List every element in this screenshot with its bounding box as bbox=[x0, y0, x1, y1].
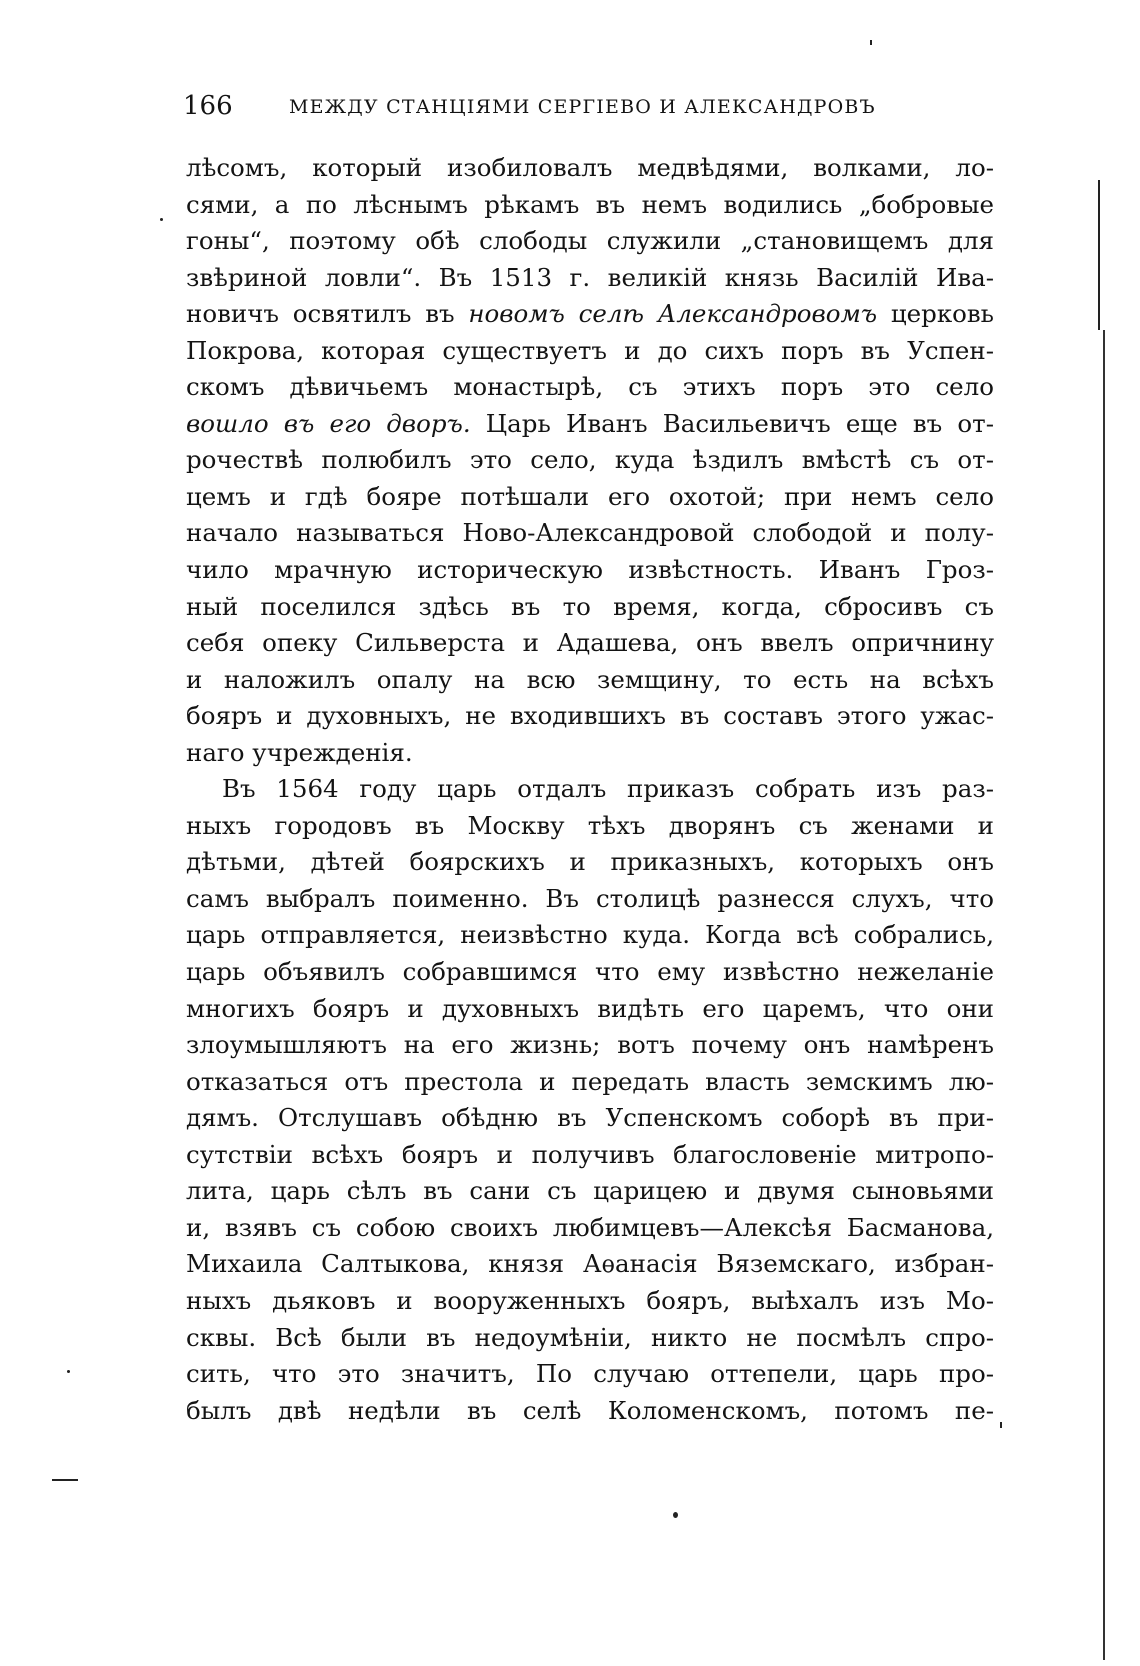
text-line: отказаться отъ престола и передать власть земскимъ лю- bbox=[186, 1066, 994, 1096]
italic-phrase: вошло въ его дворъ. bbox=[186, 408, 471, 438]
text-line: начало называться Ново-Александровой слободой и полу- bbox=[186, 518, 994, 548]
text-line bbox=[186, 296, 994, 333]
text-line: самъ выбралъ поименно. Въ столицѣ разнесся слухъ, что bbox=[186, 883, 994, 913]
text-line: ныхъ городовъ въ Москву тѣхъ дворянъ съ женами и bbox=[186, 810, 994, 840]
text-line: и наложилъ опалу на всю земщину, то есть на всѣхъ bbox=[186, 664, 994, 694]
text-line: злоумышляютъ на его жизнь; вотъ почему онъ намѣренъ bbox=[186, 1030, 994, 1060]
body-text bbox=[186, 150, 994, 1429]
text-line: себя опеку Сильверста и Адашева, онъ ввелъ опричнину bbox=[186, 628, 994, 658]
text-run: Царь Иванъ Васильевичъ еще въ от- bbox=[485, 408, 994, 438]
scan-mark-dash bbox=[52, 1479, 78, 1481]
scan-speck bbox=[67, 1370, 70, 1373]
text-line: царь объявилъ собравшимся что ему извѣстно нежеланіе bbox=[186, 957, 994, 987]
running-head: МЕЖДУ СТАНЦІЯМИ СЕРГІЕВО И АЛЕКСАНДРОВЪ bbox=[289, 96, 876, 118]
text-line: рочествѣ полюбилъ это село, куда ѣздилъ вмѣстѣ съ от- bbox=[186, 445, 994, 475]
text-line: цемъ и гдѣ бояре потѣшали его охотой; при немъ село bbox=[186, 481, 994, 511]
text-line: Михаила Салтыкова, князя Аѳанасія Вяземскаго, избран- bbox=[186, 1249, 994, 1279]
scan-edge-line bbox=[1098, 180, 1100, 330]
text-line: сями, а по лѣснымъ рѣкамъ въ немъ водились „бобровые bbox=[186, 189, 994, 219]
text-line: сить, что это значитъ, По случаю оттепели, царь про- bbox=[186, 1359, 994, 1389]
scan-speck bbox=[160, 218, 163, 221]
text-run: новичъ освятилъ въ bbox=[186, 299, 455, 329]
scan-speck bbox=[870, 40, 872, 45]
text-line: сутствіи всѣхъ бояръ и получивъ благословеніе митропо- bbox=[186, 1139, 994, 1169]
text-line: Въ 1564 году царь отдалъ приказъ собрать изъ раз- bbox=[222, 774, 994, 804]
text-line: сквы. Всѣ были въ недоумѣніи, никто не посмѣлъ спро- bbox=[186, 1322, 994, 1352]
text-run: церковь bbox=[890, 299, 995, 329]
text-line: многихъ бояръ и духовныхъ видѣть его царемъ, что они bbox=[186, 993, 994, 1023]
scan-speck bbox=[1000, 1422, 1002, 1428]
text-line: былъ двѣ недѣли въ селѣ Коломенскомъ, потомъ пе- bbox=[186, 1395, 994, 1425]
text-line bbox=[186, 406, 994, 443]
scan-speck bbox=[673, 1512, 678, 1518]
text-line: бояръ и духовныхъ, не входившихъ въ составъ этого ужас- bbox=[186, 701, 994, 731]
page-header bbox=[183, 89, 1005, 129]
page-number: 166 bbox=[183, 91, 233, 121]
text-line: дямъ. Отслушавъ обѣдню въ Успенскомъ соборѣ въ при- bbox=[186, 1103, 994, 1133]
text-line: Покрова, которая существуетъ и до сихъ поръ въ Успен- bbox=[186, 335, 994, 365]
text-line: чило мрачную историческую извѣстность. Иванъ Гроз- bbox=[186, 555, 994, 585]
text-line: царь отправляется, неизвѣстно куда. Когда всѣ собрались, bbox=[186, 920, 994, 950]
text-line: и, взявъ съ собою своихъ любимцевъ—Алексѣя Басманова, bbox=[186, 1212, 994, 1242]
text-line: лѣсомъ, который изобиловалъ медвѣдями, волками, ло- bbox=[186, 153, 994, 182]
text-line: гоны“, поэтому обѣ слободы служили „становищемъ для bbox=[186, 226, 994, 256]
scan-edge-line bbox=[1103, 330, 1105, 1660]
text-line: наго учрежденія. bbox=[186, 737, 413, 767]
text-line: ный поселился здѣсь въ то время, когда, сбросивъ съ bbox=[186, 591, 994, 621]
text-line: звѣриной ловли“. Въ 1513 г. великій князь Василій Ива- bbox=[186, 262, 994, 292]
text-line: скомъ дѣвичьемъ монастырѣ, съ этихъ поръ это село bbox=[186, 372, 994, 402]
text-line: дѣтьми, дѣтей боярскихъ и приказныхъ, которыхъ онъ bbox=[186, 847, 994, 877]
italic-phrase: новомъ селѣ Александровомъ bbox=[468, 299, 878, 329]
text-line: ныхъ дьяковъ и вооруженныхъ бояръ, выѣхалъ изъ Мо- bbox=[186, 1285, 994, 1315]
text-line: лита, царь сѣлъ въ сани съ царицею и двумя сыновьями bbox=[186, 1176, 994, 1206]
